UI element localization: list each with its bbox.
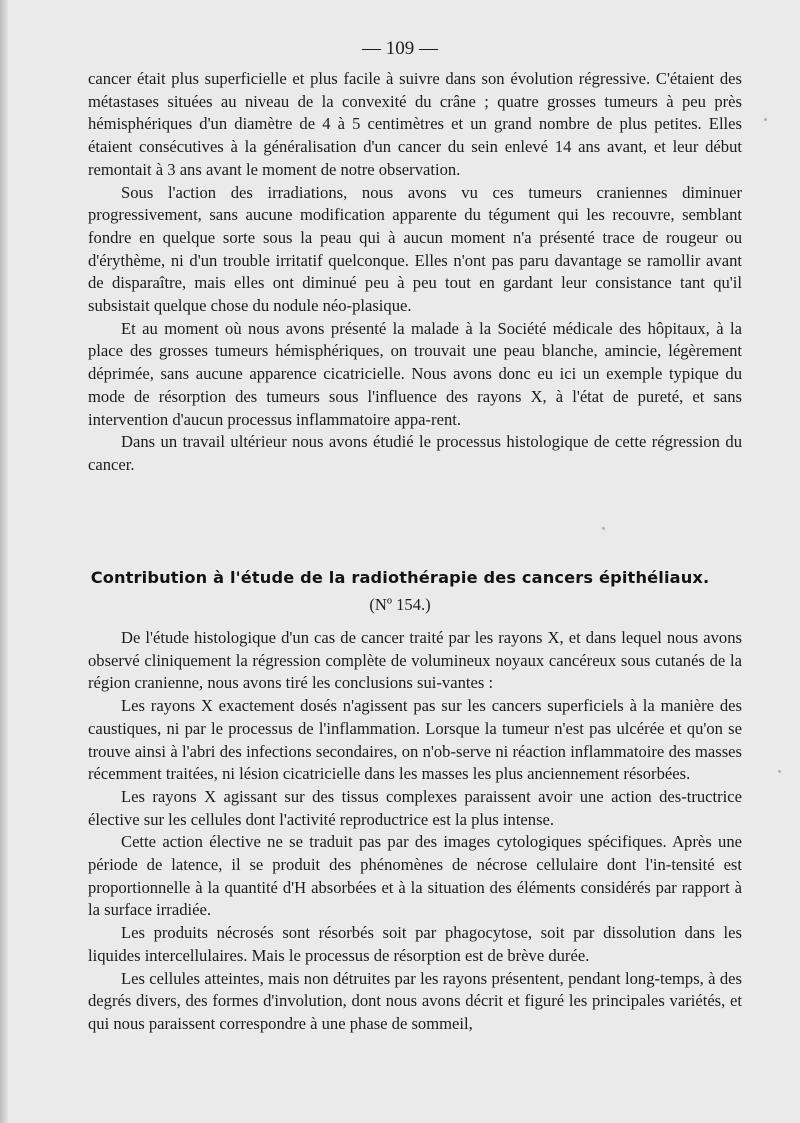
section-title: Contribution à l'étude de la radiothérapie des cancers épithéliaux. [90, 568, 710, 587]
page-left-edge [0, 0, 8, 1123]
paragraph: Les produits nécrosés sont résorbés soit par phagocytose, soit par dissolution dans les liquides intercellulaires. Mais le processus de résorption est de brève durée. [88, 923, 742, 965]
paper-speck [764, 118, 767, 121]
section-reference: (Nº 154.) [369, 595, 431, 614]
paragraph: cancer était plus superficielle et plus facile à suivre dans son évolution régressive. C'étaient des métastases situées au niveau de la convexité du crâne ; quatre grosses tumeurs à peu près hémisphériques d'un diamètre de 4 à 5 centimètres et un grand nombre de plus petites. Elles étaient consécutives à la généralisation d'un cancer du sein enlevé 14 ans avant, et leur début remontait à 3 ans avant le moment de notre observation. [88, 69, 742, 179]
text-block-bottom [88, 627, 742, 1036]
paper-speck [778, 770, 781, 773]
paragraph: Les rayons X agissant sur des tissus complexes paraissent avoir une action des-tructrice élective sur les cellules dont l'activité reproductrice est la plus intense. [88, 786, 742, 829]
paper-speck [602, 527, 605, 530]
paragraph: Les rayons X exactement dosés n'agissent pas sur les cancers superficiels à la manière des caustiques, ni par le processus de l'inflammation. Lorsque la tumeur n'est pas ulcérée et qu'on se trouve ainsi à l'abri des infections secondaires, on n'ob-serve ni réaction inflammatoire des masses récemment traitées, ni lésion cicatricielle dans les masses les plus anciennement résorbées. [88, 696, 742, 784]
text-block-top [88, 68, 742, 477]
paragraph: Dans un travail ultérieur nous avons étudié le processus histologique de cette régression du cancer. [88, 432, 742, 474]
paragraph: Cette action élective ne se traduit pas par des images cytologiques spécifiques. Après une période de latence, il se produit des phénomènes de nécrose cellulaire dont l'in-tensité est proportionnelle à la quantité d'H absorbées et à la situation des éléments considérés par rapport à la surface irradiée. [88, 832, 742, 920]
paragraph: Et au moment où nous avons présenté la malade à la Société médicale des hôpitaux, à la place des grosses tumeurs hémisphériques, on trouvait une peau blanche, amincie, légèrement déprimée, sans aucune apparence cicatricielle. Nous avons donc eu ici un exemple typique du mode de résorption des tumeurs sous l'influence des rayons X, à l'état de pureté, et sans intervention d'aucun processus inflammatoire appa-rent. [88, 318, 742, 429]
paragraph: Les cellules atteintes, mais non détruites par les rayons présentent, pendant long-temps, à des degrés divers, des formes d'involution, dont nous avons décrit et figuré les principales variétés, et qui nous paraissent correspondre à une phase de sommeil, [88, 968, 742, 1033]
paragraph: De l'étude histologique d'un cas de cancer traité par les rayons X, et dans lequel nous avons observé cliniquement la régression complète de volumineux noyaux cancéreux sous cutanés de la région cranienne, nous avons tiré les conclusions sui-vantes : [88, 628, 742, 693]
paragraph: Sous l'action des irradiations, nous avons vu ces tumeurs craniennes diminuer progressivement, sans aucune modification apparente du tégument qui les recouvre, semblant fondre en quelque sorte sous la peau qui à aucun moment n'a présenté trace de rougeur ou d'érythème, ni d'un trouble irritatif quelconque. Elles n'ont pas paru davantage se ramollir avant de disparaître, mais elles ont diminué peu à peu tout en gardant leur consistance tant qu'il subsistait quelque chose du nodule néo-plasique. [88, 182, 742, 316]
page-number: — 109 — [362, 38, 438, 59]
